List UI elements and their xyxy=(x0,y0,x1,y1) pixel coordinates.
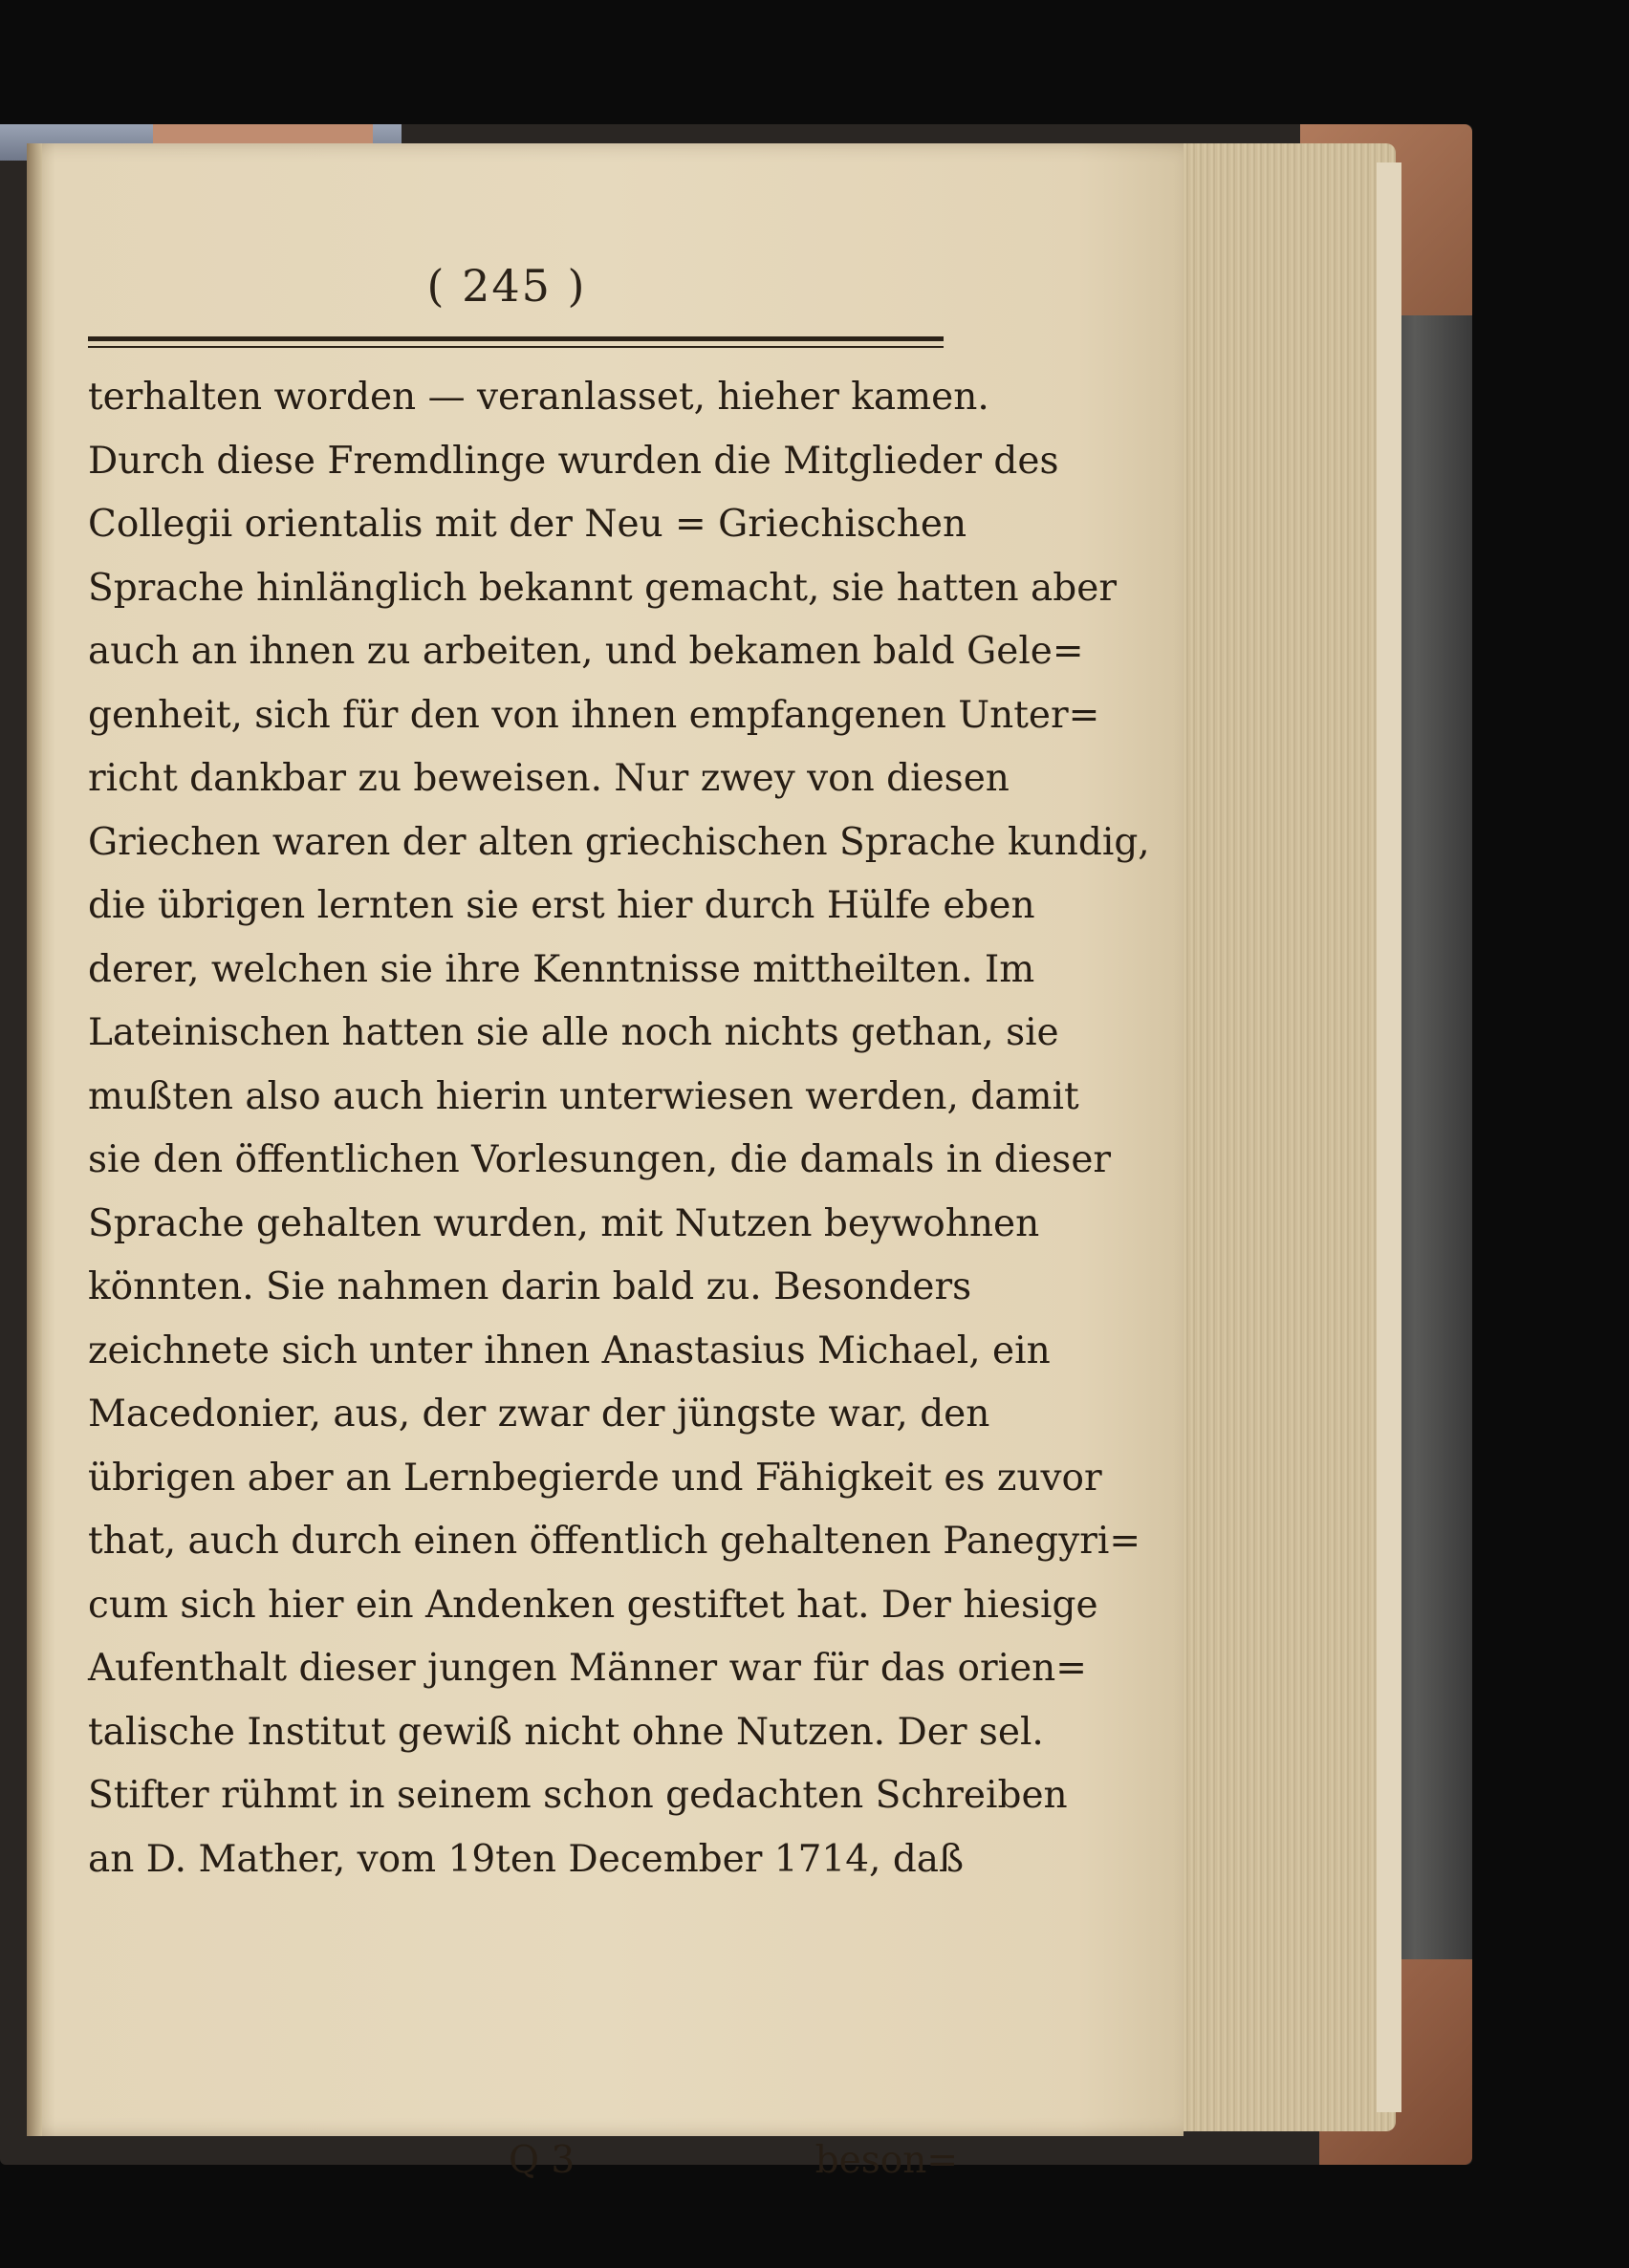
signature-mark: Q 3 xyxy=(509,2139,576,2182)
page-footer xyxy=(88,2139,958,2202)
text-line: an D. Mather, vom 19ten December 1714, daß xyxy=(88,1837,965,1881)
text-line: Macedonier, aus, der zwar der jüngste war, den xyxy=(88,1393,990,1436)
text-line: Durch diese Fremdlinge wurden die Mitglieder des xyxy=(88,439,1059,483)
body-text xyxy=(88,366,1150,1891)
text-line: übrigen aber an Lernbegierde und Fähigkeit es zuvor xyxy=(88,1456,1102,1500)
text-line: sie den öffentlichen Vorlesungen, die damals in dieser xyxy=(88,1138,1112,1181)
text-line: richt dankbar zu beweisen. Nur zwey von diesen xyxy=(88,757,1010,800)
text-line: die übrigen lernten sie erst hier durch Hülfe eben xyxy=(88,884,1035,927)
text-line: auch an ihnen zu arbeiten, und bekamen bald Gele= xyxy=(88,630,1084,673)
text-line: Stifter rühmt in seinem schon gedachten Schreiben xyxy=(88,1774,1068,1817)
text-line: genheit, sich für den von ihnen empfangenen Unter= xyxy=(88,693,1100,737)
text-line: Sprache hinlänglich bekannt gemacht, sie hatten aber xyxy=(88,566,1117,610)
text-line: zeichnete sich unter ihnen Anastasius Michael, ein xyxy=(88,1328,1051,1372)
page-edges-stack xyxy=(1176,143,1396,2131)
text-line: könnten. Sie nahmen darin bald zu. Besonders xyxy=(88,1265,972,1308)
text-line: that, auch durch einen öffentlich gehaltenen Panegyri= xyxy=(88,1520,1141,1563)
text-line: derer, welchen sie ihre Kenntnisse mittheilten. Im xyxy=(88,947,1035,991)
catchword: beson= xyxy=(814,2139,958,2182)
header-rule-thin xyxy=(88,346,944,348)
text-line: Sprache gehalten wurden, mit Nutzen beywohnen xyxy=(88,1201,1040,1245)
header-rule-thick xyxy=(88,336,944,341)
text-line: Lateinischen hatten sie alle noch nichts gethan, sie xyxy=(88,1011,1059,1054)
text-line: talische Institut gewiß nicht ohne Nutzen. Der sel. xyxy=(88,1710,1044,1754)
page-gutter xyxy=(27,143,42,2136)
text-line: terhalten worden — veranlasset, hieher kamen. xyxy=(88,376,989,419)
text-line: Aufenthalt dieser jungen Männer war für das orien= xyxy=(88,1647,1087,1690)
page-number: ( 245 ) xyxy=(426,260,587,312)
text-line: Collegii orientalis mit der Neu = Griechischen xyxy=(88,503,967,546)
text-line: cum sich hier ein Andenken gestiftet hat. Der hiesige xyxy=(88,1583,1098,1627)
text-line: mußten also auch hierin unterwiesen werden, damit xyxy=(88,1074,1079,1118)
text-line: Griechen waren der alten griechischen Sprache kundig, xyxy=(88,820,1150,864)
page-edge-highlight xyxy=(1377,162,1401,2112)
